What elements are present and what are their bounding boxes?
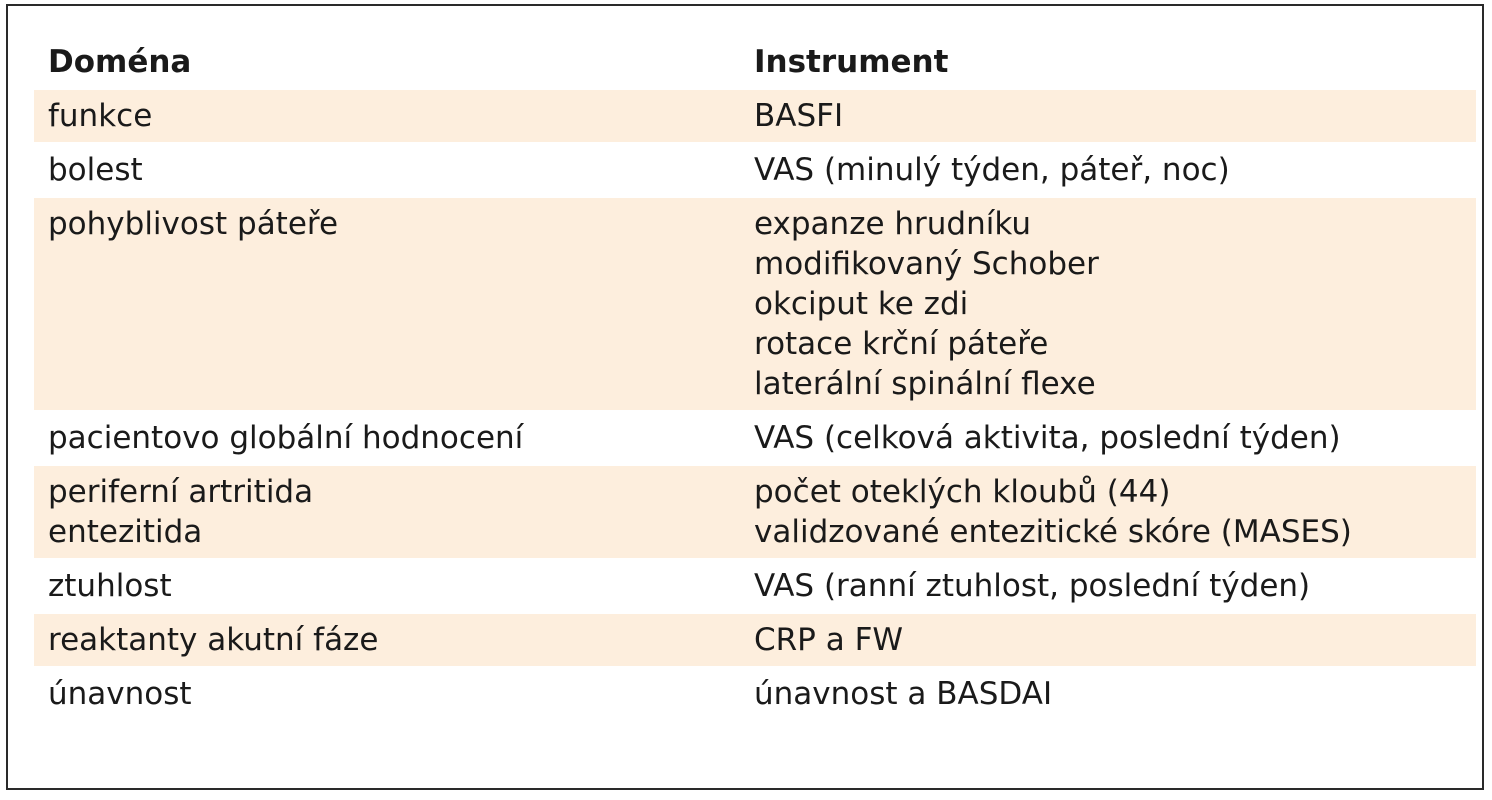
table-frame (6, 4, 1484, 790)
instrument-text: expanze hrudníku (754, 206, 1032, 242)
domain-text: funkce (48, 98, 153, 134)
domain-text: bolest (48, 152, 143, 188)
domain-text: reaktanty akutní fáze (48, 622, 379, 658)
instrument-cell (754, 150, 1476, 190)
domain-text: entezitida (48, 514, 203, 550)
table-row (34, 612, 1476, 666)
table-row (34, 88, 1476, 142)
instrument-text: VAS (minulý týden, páteř, noc) (754, 152, 1230, 188)
table-row (34, 666, 1476, 720)
table-header-row (34, 36, 1476, 88)
instrument-cell (754, 204, 1476, 404)
instrument-cell (754, 566, 1476, 606)
instrument-cell (754, 418, 1476, 458)
instrument-text: okciput ke zdi (754, 286, 969, 322)
domain-text: pacientovo globální hodnocení (48, 420, 524, 456)
domain-text: pohyblivost páteře (48, 206, 339, 242)
instrument-text: počet oteklých kloubů (44) (754, 474, 1171, 510)
domain-cell (34, 150, 754, 190)
instrument-text: validzované entezitické skóre (MASES) (754, 514, 1352, 550)
domain-text: periferní artritida (48, 474, 314, 510)
domain-cell (34, 674, 754, 714)
domain-text: únavnost (48, 676, 192, 712)
domain-cell (34, 620, 754, 660)
instrument-cell (754, 472, 1476, 552)
domain-cell (34, 566, 754, 606)
domain-text: ztuhlost (48, 568, 172, 604)
domain-cell (34, 418, 754, 458)
instrument-text: CRP a FW (754, 622, 904, 658)
instrument-text: únavnost a BASDAI (754, 676, 1053, 712)
table-row (34, 558, 1476, 612)
domain-instrument-table (34, 36, 1476, 720)
instrument-text: VAS (celková aktivita, poslední týden) (754, 420, 1341, 456)
header-domain-label: Doména (48, 44, 192, 80)
instrument-text: laterální spinální flexe (754, 366, 1096, 402)
domain-cell (34, 472, 754, 552)
domain-cell (34, 204, 754, 404)
table-row (34, 464, 1476, 558)
instrument-text: modifikovaný Schober (754, 246, 1099, 282)
instrument-cell (754, 620, 1476, 660)
header-instrument-label: Instrument (754, 44, 949, 80)
instrument-cell (754, 674, 1476, 714)
table-row (34, 410, 1476, 464)
table-row (34, 196, 1476, 410)
instrument-text: rotace krční páteře (754, 326, 1049, 362)
instrument-text: VAS (ranní ztuhlost, poslední týden) (754, 568, 1311, 604)
table-row (34, 142, 1476, 196)
domain-cell (34, 96, 754, 136)
instrument-text: BASFI (754, 98, 844, 134)
header-domain-cell (34, 42, 754, 82)
header-instrument-cell (754, 42, 1476, 82)
instrument-cell (754, 96, 1476, 136)
